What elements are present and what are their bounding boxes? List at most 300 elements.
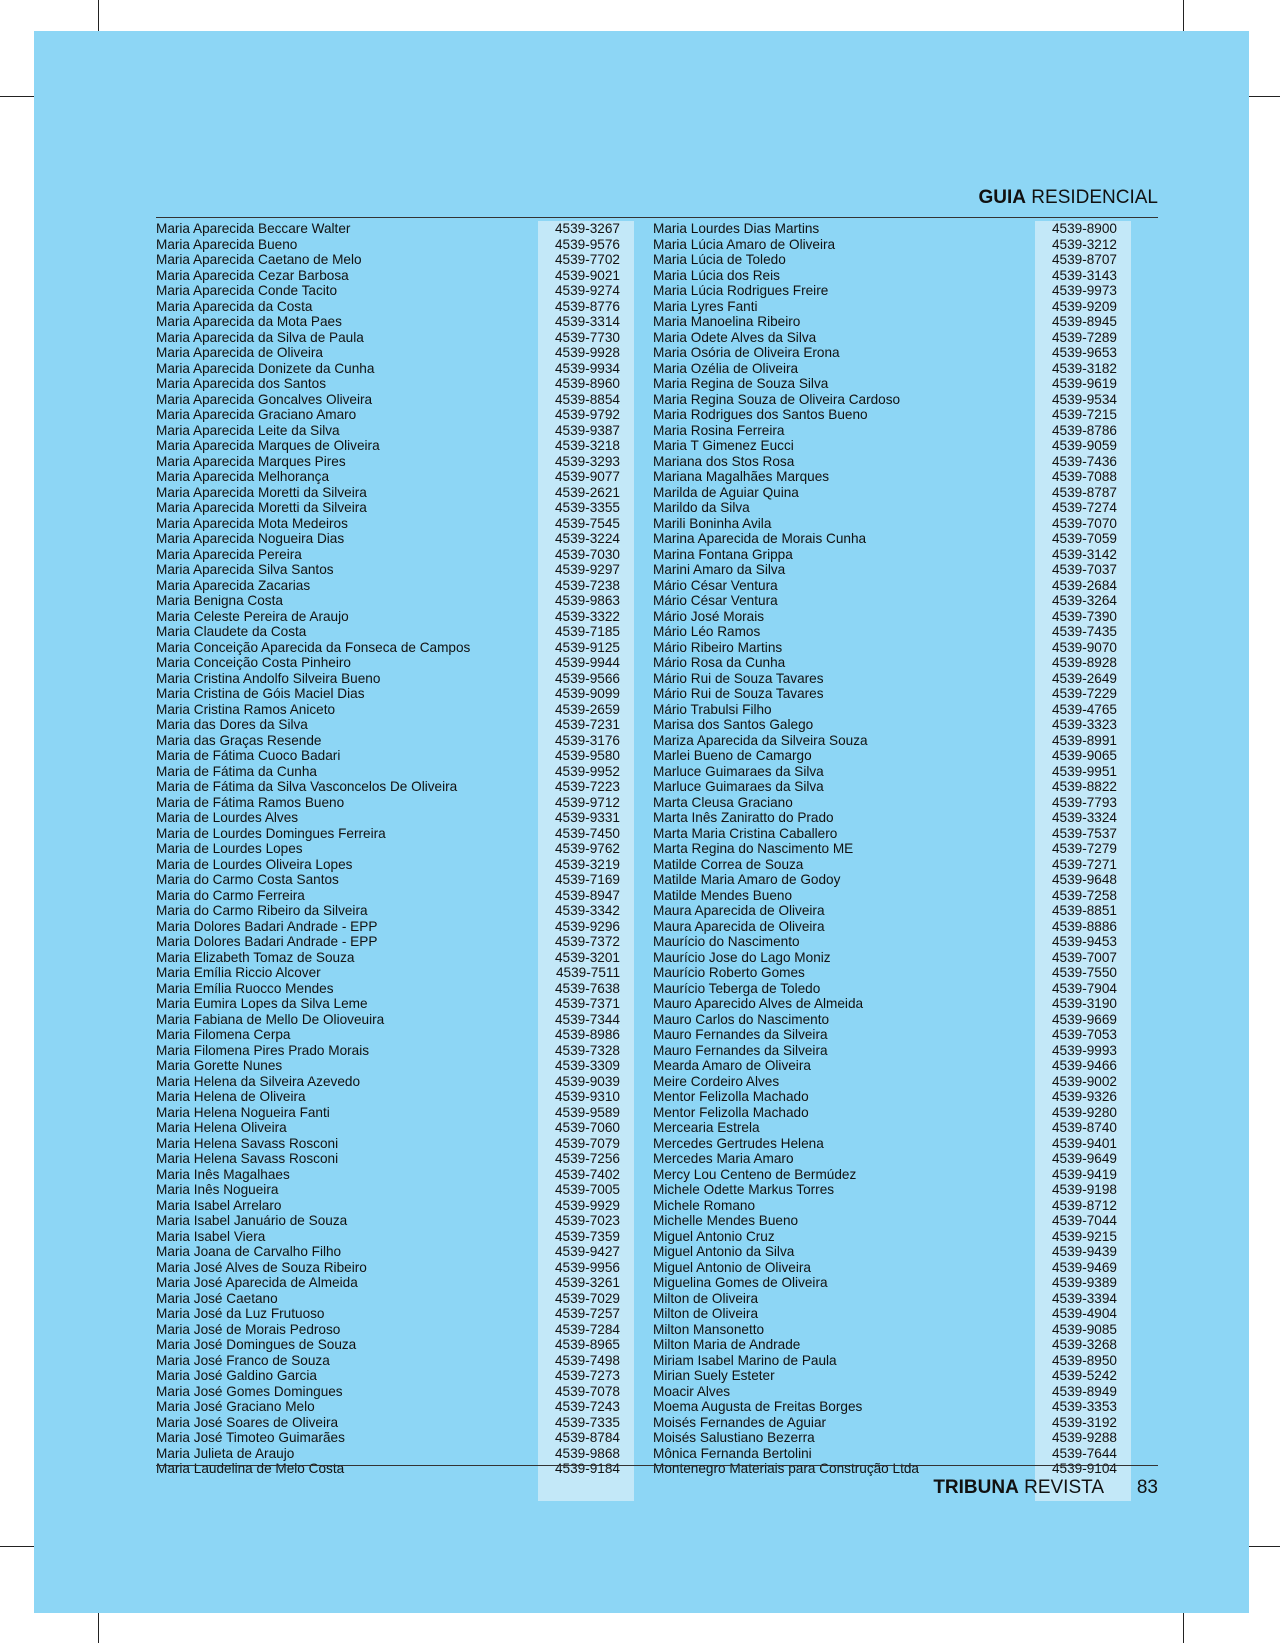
list-item: [156, 733, 634, 749]
listing-phone: 4539-9389: [1051, 1275, 1117, 1290]
listing-phone: 4539-9274: [554, 283, 620, 298]
listing-name: Maria Conceição Costa Pinheiro: [156, 655, 351, 670]
listing-name: Mentor Felizolla Machado: [653, 1089, 809, 1104]
listing-phone: 4539-7005: [554, 1182, 620, 1197]
listing-phone: 4539-8991: [1051, 732, 1117, 748]
listing-phone: 4539-7284: [554, 1321, 620, 1337]
listing-name: Maria Isabel Viera: [156, 1228, 266, 1244]
list-item: [653, 299, 1131, 315]
list-item: [156, 702, 634, 718]
listing-name: Mauro Fernandes da Silveira: [653, 1042, 828, 1058]
list-item: [156, 1368, 634, 1384]
listing-phone: 4539-7238: [554, 577, 620, 593]
listing-phone: 4539-9125: [554, 639, 620, 655]
listing-name: Mônica Fernanda Bertolini: [653, 1445, 812, 1461]
listing-phone: 4539-9934: [554, 360, 620, 376]
list-item: [156, 330, 634, 346]
listing-name: Marildo da Silva: [653, 500, 750, 515]
listing-phone: 4539-3190: [1051, 996, 1117, 1011]
listing-name: Maria José Alves de Souza Ribeiro: [156, 1259, 367, 1275]
crop-mark: [1249, 96, 1280, 97]
listing-phone: 4539-3264: [1051, 593, 1117, 608]
list-item: [156, 1012, 634, 1028]
listing-phone: 4539-9944: [554, 655, 620, 670]
listing-name: Milton Maria de Andrade: [653, 1337, 801, 1352]
listing-phone: 4539-9469: [1051, 1259, 1117, 1275]
listing-name: Mário César Ventura: [653, 577, 778, 593]
listing-phone: 4539-7335: [554, 1414, 620, 1430]
crop-mark: [1183, 0, 1184, 31]
listing-name: Mearda Amaro de Oliveira: [653, 1058, 811, 1073]
list-item: [653, 1151, 1131, 1167]
listing-name: Maria Aparecida da Costa: [156, 298, 313, 314]
list-item: [156, 779, 634, 795]
list-item: [653, 1058, 1131, 1074]
listing-name: Mário Rosa da Cunha: [653, 655, 786, 670]
list-item: [653, 1291, 1131, 1307]
list-item: [653, 671, 1131, 687]
list-item: [156, 299, 634, 315]
listing-name: Maria Aparecida Melhorança: [156, 469, 330, 484]
listing-phone: 4539-7644: [1051, 1445, 1117, 1461]
list-item: [653, 996, 1131, 1012]
listing-name: Mariza Aparecida da Silveira Souza: [653, 732, 868, 748]
list-item: [653, 655, 1131, 671]
listing-phone: 4539-7088: [1051, 469, 1117, 484]
listing-phone: 4539-3268: [1051, 1337, 1117, 1352]
list-item: [653, 1089, 1131, 1105]
list-item: [156, 1291, 634, 1307]
listing-phone: 4539-3212: [1051, 236, 1117, 252]
listing-name: Maria Aparecida Pereira: [156, 546, 302, 562]
listing-name: Maria Regina Souza de Oliveira Cardoso: [653, 391, 901, 407]
list-item: [156, 1430, 634, 1446]
listing-name: Maria Eumira Lopes da Silva Leme: [156, 996, 368, 1011]
list-item: [156, 1229, 634, 1245]
listing-name: Maria Lourdes Dias Martins: [653, 221, 820, 236]
listing-phone: 4539-7328: [554, 1042, 620, 1058]
listing-name: Mário Rui de Souza Tavares: [653, 670, 824, 686]
listing-phone: 4539-3143: [1051, 267, 1117, 283]
listing-phone: 4539-3323: [1051, 717, 1117, 732]
listing-phone: 4539-7023: [554, 1213, 620, 1228]
list-item: [653, 1012, 1131, 1028]
listing-name: Maria Lúcia de Toledo: [653, 252, 786, 267]
listing-name: Maria Ozélia de Oliveira: [653, 360, 799, 376]
listing-name: Maria de Fátima Ramos Bueno: [156, 794, 345, 810]
list-item: [653, 1229, 1131, 1245]
listing-name: Maria Fabiana de Mello De Olioveuira: [156, 1011, 385, 1027]
guide-brand: GUIA: [978, 187, 1027, 208]
listing-phone: 4539-7436: [1051, 453, 1117, 469]
listing-name: Maria Lúcia Rodrigues Freire: [653, 283, 829, 298]
list-item: [653, 841, 1131, 857]
listing-name: Maria Aparecida Donizete da Cunha: [156, 360, 375, 376]
list-item: [653, 826, 1131, 842]
listing-phone: 4539-8784: [554, 1430, 620, 1445]
listing-name: Moisés Salustiano Bezerra: [653, 1430, 815, 1445]
list-item: [156, 826, 634, 842]
listing-phone: 4539-7257: [554, 1306, 620, 1321]
listing-name: Maria de Fátima Cuoco Badari: [156, 748, 341, 763]
listing-phone: 4539-9580: [554, 748, 620, 763]
list-item: [156, 1182, 634, 1198]
listing-name: Maria Aparecida Nogueira Dias: [156, 531, 345, 546]
list-item: [156, 562, 634, 578]
list-item: [653, 1430, 1131, 1446]
listing-phone: 4539-7545: [554, 515, 620, 531]
list-item: [653, 1384, 1131, 1400]
listing-phone: 4539-7402: [554, 1166, 620, 1182]
listing-name: Mauro Aparecido Alves de Almeida: [653, 996, 864, 1011]
listing-phone: 4539-7702: [554, 252, 620, 267]
listing-phone: 4539-9566: [554, 670, 620, 686]
listing-phone: 4539-3218: [554, 438, 620, 453]
listing-phone: 4539-7638: [554, 980, 620, 996]
listing-name: Mercy Lou Centeno de Bermúdez: [653, 1166, 857, 1182]
listing-name: Maria Aparecida Conde Tacito: [156, 283, 338, 298]
footer-brand: TRIBUNA: [933, 1477, 1019, 1498]
listing-phone: 4539-9104: [1051, 1461, 1117, 1476]
listing-phone: 4539-7450: [554, 825, 620, 841]
list-item: [156, 454, 634, 470]
listing-name: Maria José Domingues de Souza: [156, 1337, 357, 1352]
list-item: [156, 888, 634, 904]
listing-phone: 4539-9184: [554, 1461, 620, 1476]
listing-phone: 4539-9326: [1051, 1089, 1117, 1104]
listing-phone: 4539-9653: [1051, 345, 1117, 360]
listing-name: Marta Cleusa Graciano: [653, 794, 793, 810]
listing-phone: 4539-9712: [554, 794, 620, 810]
listing-phone: 4539-7185: [554, 624, 620, 639]
list-item: [653, 624, 1131, 640]
listing-phone: 4539-8712: [1051, 1197, 1117, 1213]
listing-name: Maria Aparecida da Mota Paes: [156, 314, 342, 329]
listing-phone: 4539-9973: [1051, 283, 1117, 298]
listing-name: Miguelina Gomes de Oliveira: [653, 1275, 828, 1290]
listing-phone: 4539-9002: [1051, 1073, 1117, 1089]
list-item: [653, 500, 1131, 516]
listing-phone: 4539-4765: [1051, 701, 1117, 717]
listing-name: Maria Filomena Cerpa: [156, 1027, 291, 1042]
listing-phone: 4539-9951: [1051, 763, 1117, 779]
list-item: [156, 1167, 634, 1183]
listing-name: Maria Aparecida Marques Pires: [156, 453, 346, 469]
listing-name: Maria Dolores Badari Andrade - EPP: [156, 934, 378, 949]
listing-phone: 4539-2684: [1051, 577, 1117, 593]
list-item: [156, 950, 634, 966]
list-item: [156, 252, 634, 268]
listing-name: Mirian Suely Esteter: [653, 1368, 775, 1383]
list-item: [653, 562, 1131, 578]
listing-name: Maria Cristina Andolfo Silveira Bueno: [156, 670, 381, 686]
list-item: [653, 1136, 1131, 1152]
listing-phone: 4539-3309: [554, 1058, 620, 1073]
listing-phone: 4539-7078: [554, 1383, 620, 1399]
list-item: [653, 1074, 1131, 1090]
list-item: [653, 609, 1131, 625]
listing-phone: 4539-9401: [1051, 1135, 1117, 1151]
listing-phone: 4539-9952: [554, 763, 620, 779]
list-item: [653, 1368, 1131, 1384]
listing-name: Moisés Fernandes de Aguiar: [653, 1414, 827, 1430]
list-item: [156, 1043, 634, 1059]
listing-phone: 4539-7044: [1051, 1213, 1117, 1228]
listing-phone: 4539-3176: [554, 732, 620, 748]
listing-name: Mário José Morais: [653, 608, 765, 624]
listing-name: Marina Fontana Grippa: [653, 546, 793, 562]
list-item: [156, 640, 634, 656]
listing-name: Maria José Caetano: [156, 1290, 278, 1306]
list-item: [653, 1244, 1131, 1260]
listing-name: Maria Elizabeth Tomaz de Souza: [156, 949, 355, 965]
listing-name: Miriam Isabel Marino de Paula: [653, 1352, 837, 1368]
listing-name: Moema Augusta de Freitas Borges: [653, 1399, 863, 1414]
page-header: [156, 153, 1158, 218]
listing-name: Maria Aparecida Graciano Amaro: [156, 407, 357, 422]
listing-name: Mariana Magalhães Marques: [653, 469, 830, 484]
listing-name: Marta Inês Zaniratto do Prado: [653, 810, 834, 825]
listing-name: Maria Aparecida Marques de Oliveira: [156, 438, 380, 453]
listing-name: Maria Emília Riccio Alcover: [156, 965, 321, 980]
listing-name: Maria do Carmo Costa Santos: [156, 872, 339, 887]
listing-phone: 4539-9576: [554, 236, 620, 252]
listing-name: Marluce Guimaraes da Silva: [653, 779, 824, 794]
listing-phone: 4539-9021: [554, 267, 620, 283]
listing-name: Milton Mansonetto: [653, 1321, 765, 1337]
list-item: [653, 1260, 1131, 1276]
crop-mark: [98, 0, 99, 31]
list-item: [156, 655, 634, 671]
listing-name: Maria Aparecida Moretti da Silveira: [156, 484, 367, 500]
listing-name: Maria Claudete da Costa: [156, 624, 307, 639]
listing-name: Maurício Jose do Lago Moniz: [653, 949, 831, 965]
list-item: [653, 361, 1131, 377]
list-item: [653, 237, 1131, 253]
listing-phone: 4539-8945: [1051, 314, 1117, 329]
list-item: [653, 1120, 1131, 1136]
listing-name: Marina Aparecida de Morais Cunha: [653, 531, 867, 546]
list-item: [653, 1167, 1131, 1183]
crop-mark: [1183, 1613, 1184, 1643]
list-item: [653, 1415, 1131, 1431]
list-item: [653, 485, 1131, 501]
listing-phone: 4539-9439: [1051, 1244, 1117, 1259]
listing-name: Milton de Oliveira: [653, 1306, 759, 1321]
listing-name: Maria de Fátima da Silva Vasconcelos De Oliveira: [156, 779, 458, 794]
listing-phone: 4539-9198: [1051, 1182, 1117, 1197]
list-item: [653, 872, 1131, 888]
listing-phone: 4539-9466: [1051, 1058, 1117, 1073]
list-item: [156, 903, 634, 919]
listing-name: Maria José de Morais Pedroso: [156, 1321, 341, 1337]
list-item: [156, 1260, 634, 1276]
list-item: [156, 841, 634, 857]
listing-phone: 4539-7169: [554, 872, 620, 887]
list-item: [156, 1353, 634, 1369]
list-item: [653, 888, 1131, 904]
listing-phone: 4539-9993: [1051, 1042, 1117, 1058]
list-item: [653, 1182, 1131, 1198]
listing-phone: 4539-7258: [1051, 887, 1117, 903]
listing-phone: 4539-3267: [554, 221, 620, 236]
crop-mark: [1249, 1546, 1280, 1547]
listing-name: Maria Lúcia Amaro de Oliveira: [653, 236, 836, 252]
listing-phone: 4539-9039: [554, 1073, 620, 1089]
listing-name: Maura Aparecida de Oliveira: [653, 918, 825, 934]
list-item: [156, 996, 634, 1012]
list-item: [156, 934, 634, 950]
list-item: [653, 1027, 1131, 1043]
list-item: [156, 1105, 634, 1121]
listing-phone: 4539-8776: [554, 298, 620, 314]
list-item: [653, 965, 1131, 981]
listing-phone: 4539-7271: [1051, 856, 1117, 872]
listing-phone: 4539-3324: [1051, 810, 1117, 825]
listing-phone: 4539-7029: [554, 1290, 620, 1306]
listing-phone: 4539-9059: [1051, 438, 1117, 453]
listing-phone: 4539-9792: [554, 407, 620, 422]
list-item: [156, 624, 634, 640]
list-item: [653, 857, 1131, 873]
list-item: [653, 748, 1131, 764]
listing-phone: 4539-3182: [1051, 360, 1117, 376]
listing-phone: 4539-9669: [1051, 1011, 1117, 1027]
listing-name: Maria Aparecida Silva Santos: [156, 562, 334, 577]
listing-name: Maria do Carmo Ribeiro da Silveira: [156, 903, 368, 918]
listing-phone: 4539-9453: [1051, 934, 1117, 949]
listing-name: Maurício Teberga de Toledo: [653, 980, 821, 996]
list-item: [653, 981, 1131, 997]
list-item: [156, 283, 634, 299]
list-item: [156, 872, 634, 888]
list-item: [156, 1074, 634, 1090]
listing-phone: 4539-7289: [1051, 329, 1117, 345]
list-item: [156, 1415, 634, 1431]
list-item: [653, 268, 1131, 284]
listing-name: Maura Aparecida de Oliveira: [653, 903, 825, 918]
list-item: [653, 1213, 1131, 1229]
listing-phone: 4539-3201: [554, 949, 620, 965]
listing-phone: 4539-8851: [1051, 903, 1117, 918]
listing-name: Maria das Dores da Silva: [156, 717, 308, 732]
list-item: [156, 748, 634, 764]
list-item: [653, 717, 1131, 733]
footer-section: REVISTA: [1024, 1477, 1104, 1498]
listing-phone: 4539-9868: [554, 1445, 620, 1461]
listing-phone: 4539-8886: [1051, 918, 1117, 934]
listing-phone: 4539-7243: [554, 1399, 620, 1414]
listing-name: Miguel Antonio da Silva: [653, 1244, 795, 1259]
listing-phone: 4539-8900: [1051, 221, 1117, 236]
listing-phone: 4539-9209: [1051, 298, 1117, 314]
listing-name: Maria Cristina Ramos Aniceto: [156, 701, 336, 717]
listing-name: Maria Helena Savass Rosconi: [156, 1151, 339, 1166]
list-item: [156, 1136, 634, 1152]
listing-name: Maria Aparecida Beccare Walter: [156, 221, 351, 236]
list-item: [653, 1043, 1131, 1059]
listing-phone: 4539-9619: [1051, 376, 1117, 391]
list-item: [156, 857, 634, 873]
listing-name: Maria Helena Savass Rosconi: [156, 1135, 339, 1151]
list-item: [653, 283, 1131, 299]
listing-phone: 4539-7793: [1051, 794, 1117, 810]
crop-mark: [0, 96, 34, 97]
listing-name: Maria de Lourdes Oliveira Lopes: [156, 856, 353, 872]
listing-phone: 4539-9648: [1051, 872, 1117, 887]
listing-phone: 4539-8822: [1051, 779, 1117, 794]
listing-name: Mauro Carlos do Nascimento: [653, 1011, 830, 1027]
list-item: [653, 903, 1131, 919]
list-item: [156, 237, 634, 253]
listing-name: Michelle Mendes Bueno: [653, 1213, 799, 1228]
guide-section: RESIDENCIAL: [1031, 187, 1158, 208]
list-item: [156, 1244, 634, 1260]
list-item: [156, 810, 634, 826]
listing-name: Matilde Mendes Bueno: [653, 887, 793, 903]
listing-phone: 4539-3142: [1051, 546, 1117, 562]
listing-phone: 4539-9065: [1051, 748, 1117, 763]
page-footer: [156, 1465, 1158, 1506]
listing-phone: 4539-7904: [1051, 980, 1117, 996]
listing-phone: 4539-9589: [554, 1104, 620, 1120]
listing-name: Marta Regina do Nascimento ME: [653, 841, 854, 856]
listing-name: Marta Maria Cristina Caballero: [653, 825, 838, 841]
listing-phone: 4539-9762: [554, 841, 620, 856]
listing-phone: 4539-7070: [1051, 515, 1117, 531]
listing-name: Maria José Graciano Melo: [156, 1399, 315, 1414]
listing-phone: 4539-7223: [554, 779, 620, 794]
listing-phone: 4539-7371: [554, 996, 620, 1011]
list-item: [156, 1198, 634, 1214]
listing-name: Maria Regina de Souza Silva: [653, 376, 829, 391]
list-item: [156, 1399, 634, 1415]
listing-name: Mentor Felizolla Machado: [653, 1104, 809, 1120]
listing-name: Maria Emília Ruocco Mendes: [156, 980, 334, 996]
listing-name: Maurício Roberto Gomes: [653, 965, 805, 980]
list-item: [156, 1306, 634, 1322]
listing-phone: 4539-7059: [1051, 531, 1117, 546]
list-item: [156, 965, 634, 981]
listing-phone: 4539-8950: [1051, 1352, 1117, 1368]
list-item: [156, 423, 634, 439]
list-item: [156, 547, 634, 563]
list-item: [653, 345, 1131, 361]
list-item: [653, 438, 1131, 454]
listing-phone: 4539-3353: [1051, 1399, 1117, 1414]
listing-name: Maria Manoelina Ribeiro: [653, 314, 801, 329]
listing-name: Marlei Bueno de Camargo: [653, 748, 812, 763]
directory-column-left: [156, 221, 634, 1477]
listing-name: Maria José da Luz Frutuoso: [156, 1306, 325, 1321]
list-item: [156, 764, 634, 780]
listing-phone: 4539-8949: [1051, 1383, 1117, 1399]
list-item: [156, 1058, 634, 1074]
listing-name: Maria do Carmo Ferreira: [156, 887, 305, 903]
listing-phone: 4539-9215: [1051, 1228, 1117, 1244]
listing-phone: 4539-7498: [554, 1352, 620, 1368]
listing-name: Maria Laudelina de Melo Costa: [156, 1461, 345, 1476]
list-item: [653, 919, 1131, 935]
listing-name: Mário Trabulsi Filho: [653, 701, 772, 717]
guide-title: [979, 187, 1158, 209]
listing-name: Mercedes Gertrudes Helena: [653, 1135, 824, 1151]
listing-phone: 4539-9070: [1051, 639, 1117, 655]
listing-name: Maria Inês Magalhaes: [156, 1166, 290, 1182]
list-item: [653, 531, 1131, 547]
listing-phone: 4539-9077: [554, 469, 620, 484]
listing-name: Mercearia Estrela: [653, 1120, 760, 1135]
